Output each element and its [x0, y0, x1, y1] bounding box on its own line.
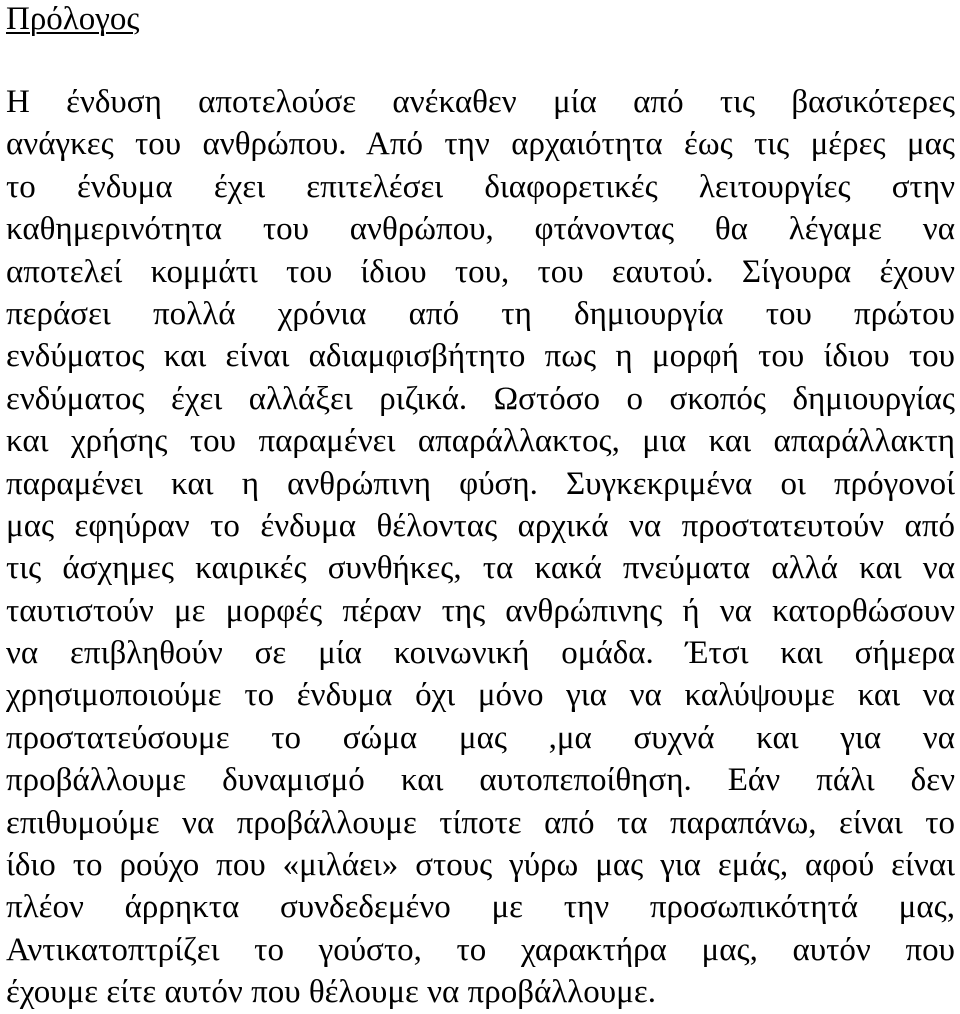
paragraph-line: καθημερινότητα του ανθρώπου, φτάνοντας θα λέγαμε να [6, 211, 955, 248]
paragraph-line: παραμένει και η ανθρώπινη φύση. Συγκεκριμένα οι πρόγονοί [6, 465, 955, 502]
paragraph-line: ανάγκες του ανθρώπου. Από την αρχαιότητα έως τις μέρες μας [6, 126, 955, 163]
paragraph-line: χρησιμοποιούμε το ένδυμα όχι μόνο για να καλύψουμε και να [6, 677, 955, 714]
paragraph-line: προβάλλουμε δυναμισμό και αυτοπεποίθηση. Εάν πάλι δεν [6, 762, 955, 799]
paragraph-line: αποτελεί κομμάτι του ίδιου του, του εαυτού. Σίγουρα έχουν [6, 253, 955, 290]
paragraph-line: ενδύματος έχει αλλάξει ριζικά. Ωστόσο ο σκοπός δημιουργίας [6, 380, 955, 417]
page-title: Πρόλογος [6, 1, 140, 37]
paragraph-line: πλέον άρρηκτα συνδεδεμένο με την προσωπικότητά μας, [6, 889, 955, 926]
body-paragraph [6, 81, 955, 1014]
paragraph-line: Η ένδυση αποτελούσε ανέκαθεν μία από τις βασικότερες [6, 84, 955, 120]
paragraph-line: ίδιο το ρούχο που «μιλάει» στους γύρω μας για εμάς, αφού είναι [6, 847, 955, 884]
paragraph-line: το ένδυμα έχει επιτελέσει διαφορετικές λειτουργίες στην [6, 168, 955, 205]
paragraph-line: έχουμε είτε αυτόν που θέλουμε να προβάλλουμε. [6, 974, 656, 1011]
paragraph-line: μας εφηύραν το ένδυμα θέλοντας αρχικά να προστατευτούν από [6, 507, 955, 544]
paragraph-line: ταυτιστούν με μορφές πέραν της ανθρώπινης ή να κατορθώσουν [6, 592, 955, 629]
paragraph-line: και χρήσης του παραμένει απαράλλακτος, μια και απαράλλακτη [6, 423, 955, 460]
paragraph-line: Αντικατοπτρίζει το γούστο, το χαρακτήρα μας, αυτόν που [6, 931, 955, 968]
paragraph-line: περάσει πολλά χρόνια από τη δημιουργία του πρώτου [6, 295, 955, 332]
paragraph-line: ενδύματος και είναι αδιαμφισβήτητο πως η μορφή του ίδιου του [6, 338, 955, 375]
paragraph-line: να επιβληθούν σε μία κοινωνική ομάδα. Έτσι και σήμερα [6, 635, 955, 672]
paragraph-line: προστατεύσουμε το σώμα μας ,μα συχνά και για να [6, 719, 955, 756]
paragraph-line: επιθυμούμε να προβάλλουμε τίποτε από τα παραπάνω, είναι το [6, 804, 955, 841]
paragraph-line: τις άσχημες καιρικές συνθήκες, τα κακά πνεύματα αλλά και να [6, 550, 955, 587]
